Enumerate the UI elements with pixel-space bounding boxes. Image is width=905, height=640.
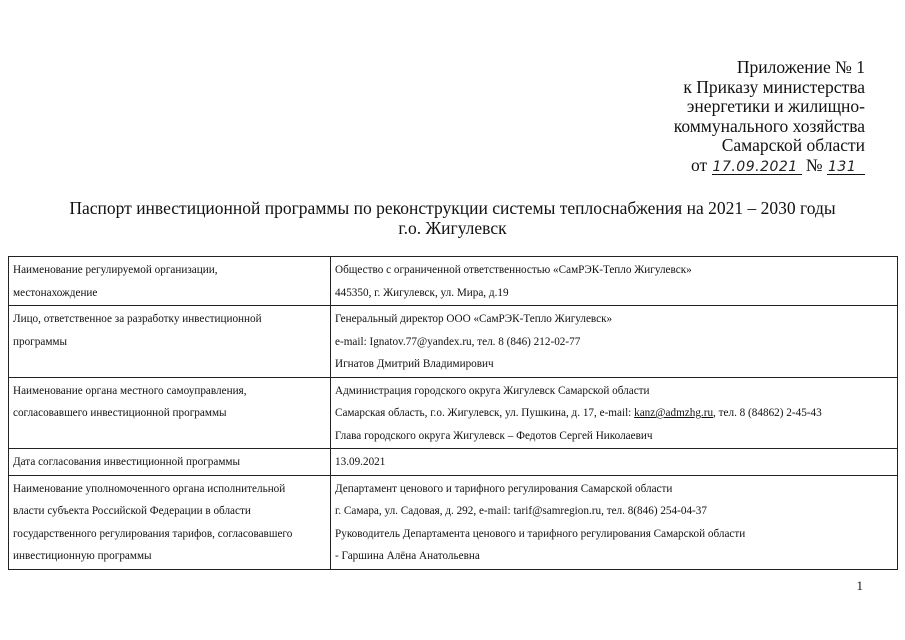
date-prefix: от	[691, 154, 708, 175]
email-link[interactable]: kanz@admzhg.ru	[634, 407, 714, 419]
row-value-cell	[331, 475, 898, 569]
label-line: согласовавшего инвестиционной программы	[13, 407, 227, 419]
row-label-cell	[9, 475, 331, 569]
table-row	[9, 257, 898, 306]
page-title	[0, 198, 905, 238]
appendix-line: энергетики и жилищно-	[686, 96, 865, 116]
table-row	[9, 306, 898, 378]
value-line: Руководитель Департамента ценового и тарифного регулирования Самарской области	[335, 527, 746, 540]
appendix-line: к Приказу министерства	[683, 76, 865, 97]
row-label-cell	[9, 257, 331, 306]
handwritten-number: 131	[827, 160, 865, 175]
label-line: власти субъекта Российской Федерации в области	[13, 505, 251, 517]
label-line: государственного регулирования тарифов, согласовавшего	[13, 527, 293, 540]
label-line: Лицо, ответственное за разработку инвестиционной	[13, 313, 262, 325]
appendix-header	[674, 58, 865, 175]
value-line: e-mail: Ignatov.77@yandex.ru, тел. 8 (846) 212-02-77	[335, 335, 581, 348]
label-line: Наименование уполномоченного органа исполнительной	[13, 482, 286, 495]
number-prefix: №	[805, 154, 823, 175]
value-line: - Гаршина Алёна Анатольевна	[335, 550, 480, 562]
row-value-cell	[331, 257, 898, 306]
row-value-cell	[331, 377, 898, 449]
row-value-cell	[331, 449, 898, 476]
table-row	[9, 475, 898, 569]
value-line: Администрация городского округа Жигулевск Самарской области	[335, 384, 650, 397]
value-line: Глава городского округа Жигулевск – Федотов Сергей Николаевич	[335, 429, 653, 442]
value-line: Игнатов Дмитрий Владимирович	[335, 358, 494, 370]
value-line: 13.09.2021	[335, 456, 386, 468]
value-line: Общество с ограниченной ответственностью «СамРЭК-Тепло Жигулевск»	[335, 264, 692, 276]
value-text: , тел. 8 (84862) 2-45-43	[713, 407, 822, 419]
label-line: Наименование органа местного самоуправления,	[13, 384, 247, 397]
table-row	[9, 377, 898, 449]
value-line-with-email	[335, 402, 893, 425]
handwritten-date: 17.09.2021	[712, 160, 802, 175]
value-text: Самарская область, г.о. Жигулевск, ул. Пушкина, д. 17, e-mail:	[335, 407, 635, 419]
appendix-line: Приложение № 1	[736, 57, 865, 77]
order-date-number-line	[674, 156, 865, 176]
value-line: Генеральный директор ООО «СамРЭК-Тепло Жигулевск»	[335, 313, 613, 325]
row-value-cell	[331, 306, 898, 378]
row-label-cell	[9, 449, 331, 476]
label-line: местонахождение	[13, 286, 98, 299]
label-line: Дата согласования инвестиционной программы	[13, 456, 240, 468]
label-line: Наименование регулируемой организации,	[13, 264, 218, 276]
label-line: инвестиционную программы	[13, 550, 152, 562]
appendix-line: коммунального хозяйства	[673, 115, 865, 136]
passport-table	[8, 256, 898, 570]
value-line: Департамент ценового и тарифного регулирования Самарской области	[335, 482, 673, 495]
appendix-line: Самарской области	[721, 135, 865, 155]
title-line-1: Паспорт инвестиционной программы по реконструкции системы теплоснабжения на 2021 – 2030 годы	[69, 198, 836, 218]
value-line: г. Самара, ул. Садовая, д. 292, e-mail: tarif@samregion.ru, тел. 8(846) 254-04-37	[335, 505, 707, 517]
page-number: 1	[856, 578, 863, 593]
table-row	[9, 449, 898, 476]
title-line-2: г.о. Жигулевск	[398, 218, 507, 238]
row-label-cell	[9, 377, 331, 449]
label-line: программы	[13, 335, 67, 348]
value-line: 445350, г. Жигулевск, ул. Мира, д.19	[335, 286, 509, 299]
row-label-cell	[9, 306, 331, 378]
